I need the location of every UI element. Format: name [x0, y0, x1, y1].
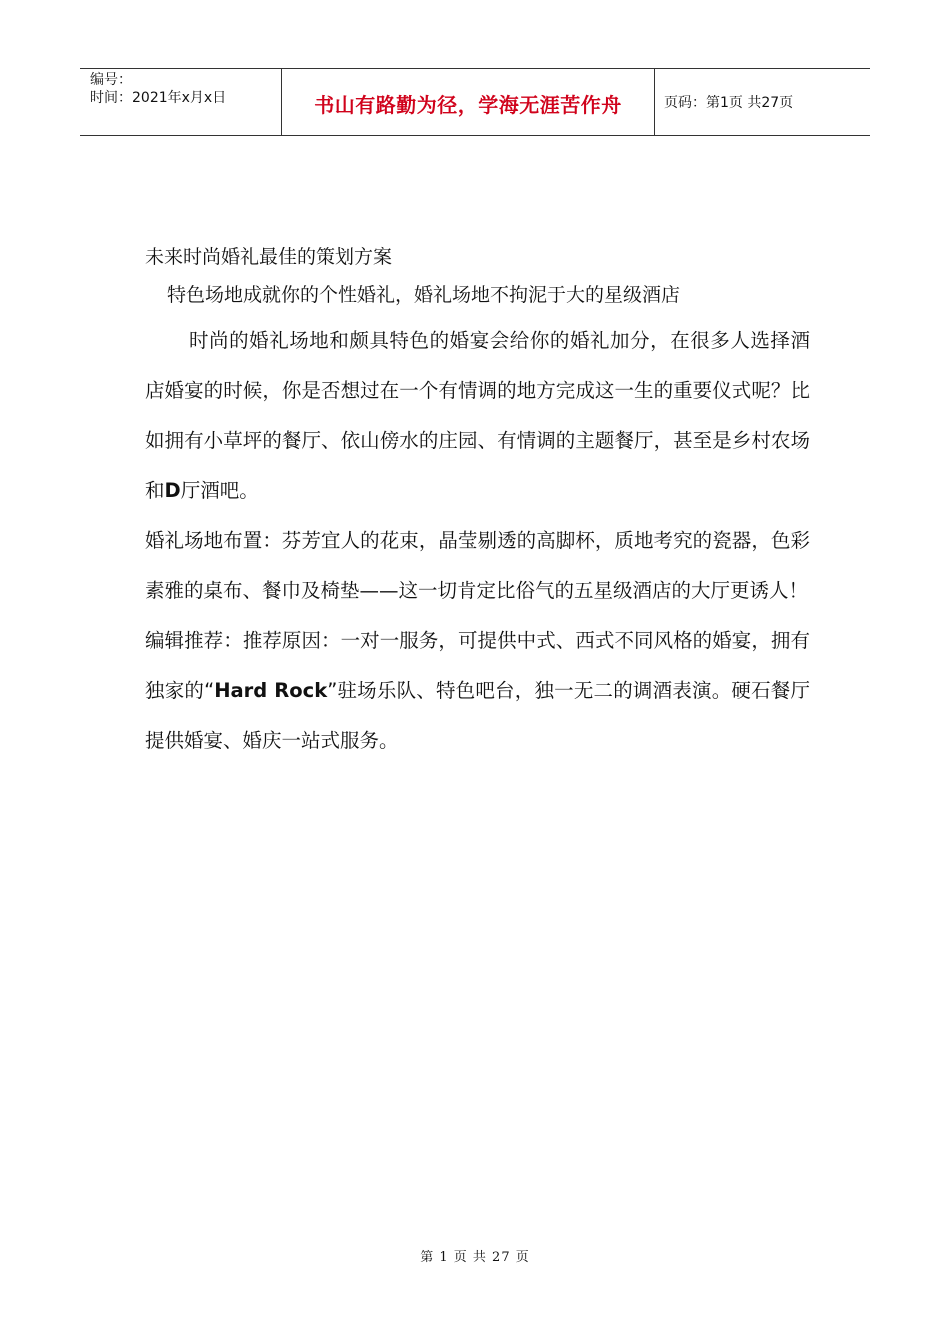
document-time: 时间：2021年x月x日	[90, 90, 227, 106]
intro-paragraph	[145, 316, 810, 516]
document-title: 未来时尚婚礼最佳的策划方案	[145, 246, 393, 268]
header-meta-cell	[80, 69, 282, 135]
document-body	[145, 238, 810, 766]
recommend-text-end: ”驻场乐队、特色吧台，独一无二的调酒表演。硬石餐厅提供婚宴、婚庆一站式服务。	[145, 679, 810, 752]
header-page-info: 页码：第1页 共27页	[664, 95, 794, 111]
recommend-label: 编辑推荐：	[145, 629, 243, 652]
header-page-cell	[655, 69, 870, 135]
page-header	[80, 68, 870, 136]
recommend-brand: Hard Rock	[214, 679, 328, 702]
recommend-paragraph	[145, 616, 810, 766]
intro-text-end: 厅酒吧。	[180, 479, 259, 502]
intro-text: 时尚的婚礼场地和颇具特色的婚宴会给你的婚礼加分，在很多人选择酒店婚宴的时候，你是否想过在一个有情调的地方完成这一生的重要仪式呢？比如拥有小草坪的餐厅、依山傍水的庄园、有情调的主题餐厅，甚至是乡村农场和	[145, 329, 810, 502]
layout-label: 婚礼场地布置：	[145, 529, 282, 552]
page-footer: 第 1 页 共 27 页	[420, 1250, 530, 1265]
layout-paragraph	[145, 516, 810, 616]
document-number-label: 编号：	[90, 72, 132, 88]
recommend-text: 推荐原因：一对一服务，可提供中式、西式不同风格的婚宴，拥有独家的“	[145, 629, 810, 702]
intro-d-letter: D	[164, 479, 181, 502]
header-motto-cell	[282, 69, 655, 135]
header-motto: 书山有路勤为径，学海无涯苦作舟	[314, 92, 622, 117]
document-subtitle: 特色场地成就你的个性婚礼，婚礼场地不拘泥于大的星级酒店	[167, 284, 681, 306]
layout-text: 芬芳宜人的花束，晶莹剔透的高脚杯，质地考究的瓷器，色彩素雅的桌布、餐巾及椅垫——这一切肯定比俗气的五星级酒店的大厅更诱人！	[145, 529, 810, 602]
